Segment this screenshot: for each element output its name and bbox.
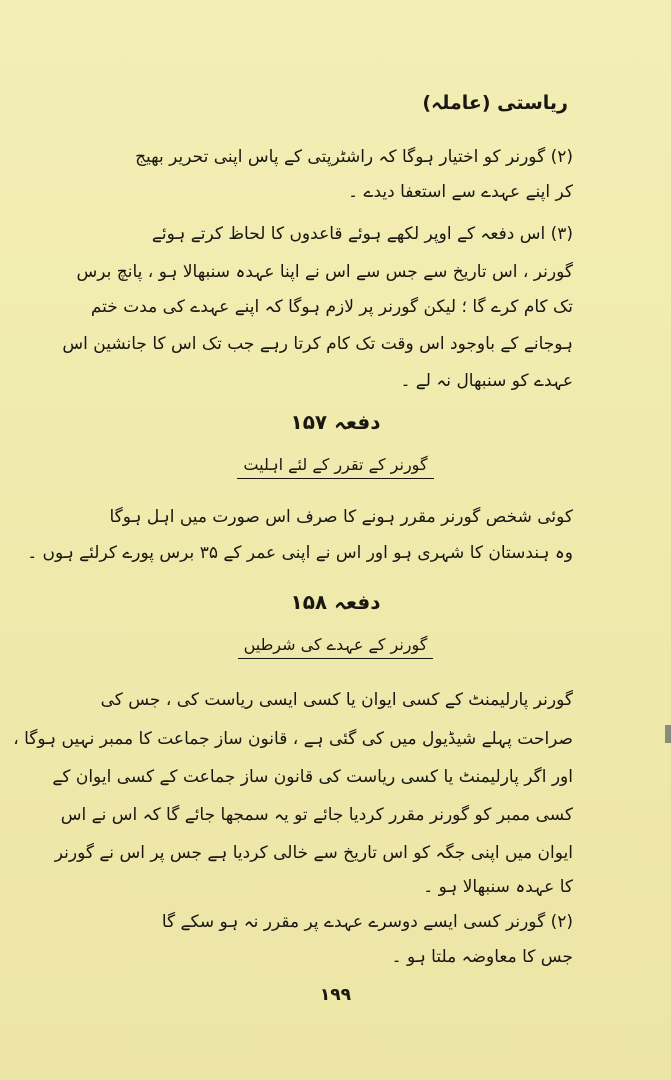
section-158-para1-line-4: کسی ممبر کو گورنر مقرر کردیا جائے تو یہ سمجھا جائے گا کہ اس نے اس [60,805,573,825]
section-158-para1-line-3: اور اگر پارلیمنٹ یا کسی ریاست کی قانون ساز جماعت کے کسی ایوان کے [52,767,573,787]
section-158-heading: دفعہ ۱۵۸ [290,590,381,614]
clause-3-line-2: گورنر ، اس تاریخ سے جس سے اس نے اپنا عہدہ سنبھالا ہو ، پانچ برس [76,262,573,282]
section-158-subtitle-text: گورنر کے عہدے کی شرطیں [238,635,434,659]
section-158-para2-line-2: جس کا معاوضہ ملتا ہو ۔ [391,947,573,967]
section-157-subtitle [0,455,671,474]
section-157-subtitle-text: گورنر کے تقرر کے لئے اہلیت [237,455,433,479]
clause-2-line-1: (۲) گورنر کو اختیار ہوگا کہ راشٹرپتی کے پاس اپنی تحریر بھیج [135,147,573,167]
section-158-para1-line-6: کا عہدہ سنبھالا ہو ۔ [423,877,573,897]
running-title: ریاستی (عاملہ) [422,92,568,114]
section-157-line-2: وہ ہندستان کا شہری ہو اور اس نے اپنی عمر کے ۳۵ برس پورے کرلئے ہوں ۔ [27,543,573,563]
section-158-para1-line-5: ایوان میں اپنی جگہ کو اس تاریخ سے خالی کردیا ہے جس پر اس نے گورنر [54,843,573,863]
section-158-para1-line-2: صراحت پہلے شیڈیول میں کی گئی ہے ، قانون ساز جماعت کا ممبر نہیں ہوگا ، [13,729,573,749]
clause-2-line-2: کر اپنے عہدے سے استعفا دیدے ۔ [348,182,573,202]
section-157-heading: دفعہ ۱۵۷ [290,410,381,434]
clause-3-line-3: تک کام کرے گا ؛ لیکن گورنر پر لازم ہوگا کہ اپنے عہدے کی مدت ختم [90,297,573,317]
section-157-line-1: کوئی شخص گورنر مقرر ہونے کا صرف اس صورت میں اہل ہوگا [109,507,573,527]
clause-3-line-4: ہوجانے کے باوجود اس وقت تک کام کرتا رہے جب تک اس کا جانشین اس [62,334,573,354]
scan-edge-mark [665,725,671,743]
clause-3-line-5: عہدے کو سنبھال نہ لے ۔ [400,371,573,391]
page-number: ۱۹۹ [319,985,352,1005]
section-158-para2-line-1: (۲) گورنر کسی ایسے دوسرے عہدے پر مقرر نہ ہو سکے گا [161,912,573,932]
clause-3-line-1: (۳) اس دفعہ کے اوپر لکھے ہوئے قاعدوں کا لحاظ کرتے ہوئے [151,224,573,244]
section-158-para1-line-1: گورنر پارلیمنٹ کے کسی ایوان یا کسی ایسی ریاست کی ، جس کی [100,690,573,710]
section-158-subtitle [0,635,671,654]
